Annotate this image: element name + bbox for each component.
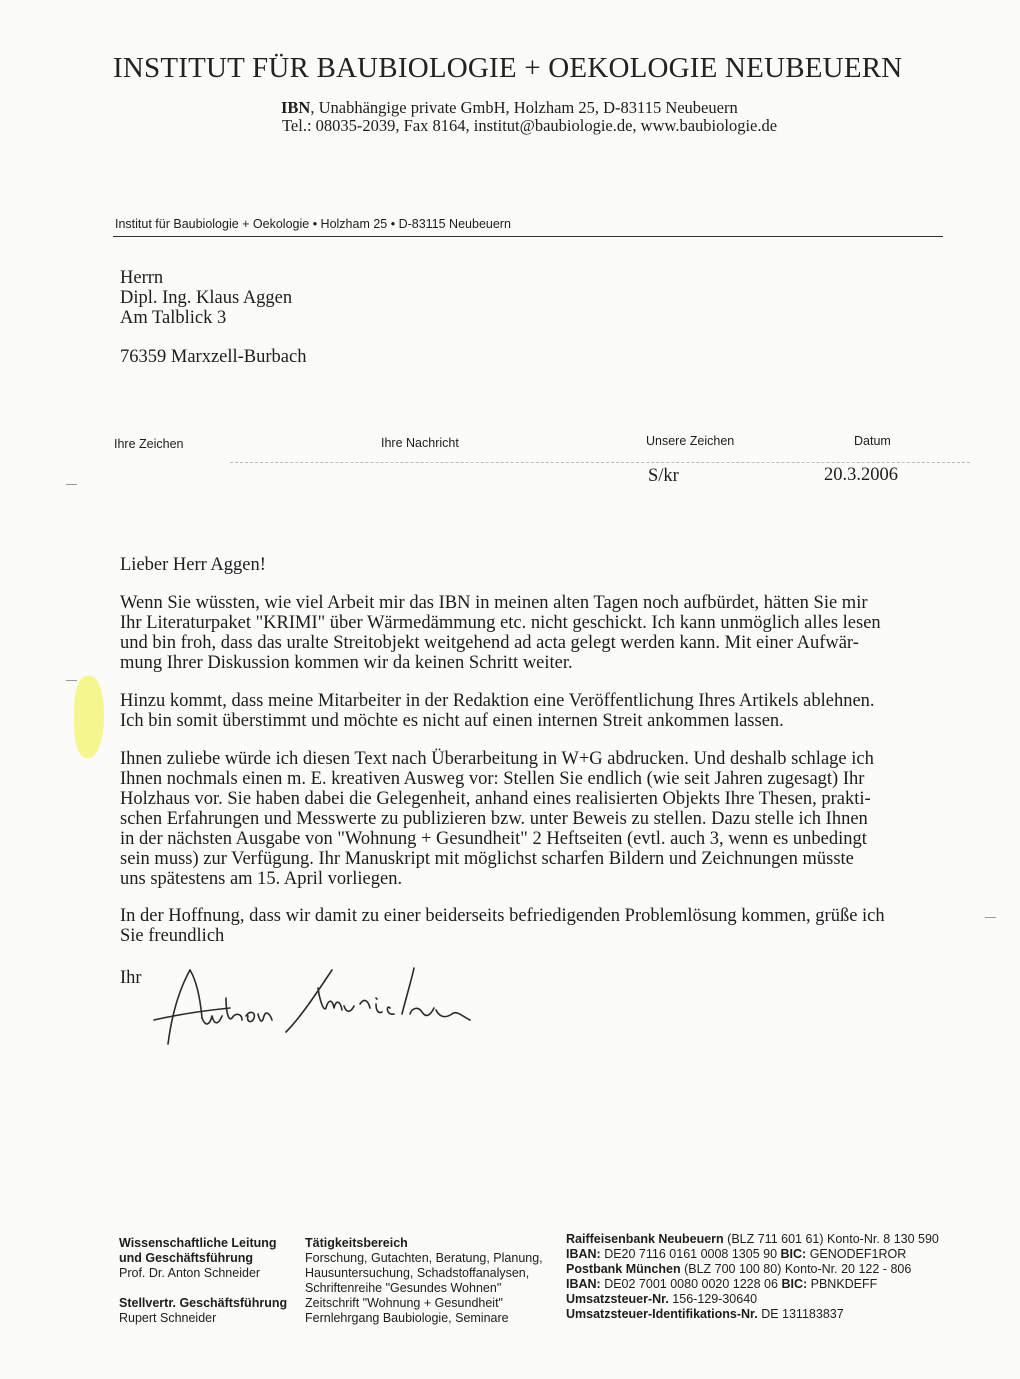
body-line: Ihnen zuliebe würde ich diesen Text nach Überarbeitung in W+G abdrucken. Und deshalb schlage ich <box>120 749 874 769</box>
footer-vat-value: 156-129-30640 <box>668 1292 758 1306</box>
datum-label: Datum <box>854 434 891 448</box>
body-line: Sie freundlich <box>120 926 225 946</box>
footer-iban1-value: DE20 7116 0161 0008 1305 90 <box>600 1247 781 1261</box>
body-line: uns spätestens am 15. April vorliegen. <box>120 869 403 889</box>
body-line: in der nächsten Ausgabe von "Wohnung + Gesundheit" 2 Heftseiten (evtl. auch 3, wenn es unbedingt <box>120 829 867 849</box>
body-line: schen Erfahrungen und Messwerte zu publizieren bzw. unter Beweis zu stellen. Dazu stelle ich Ihnen <box>120 809 868 829</box>
footer-heading-activities: Tätigkeitsbereich <box>305 1236 408 1250</box>
footer-director-name: Prof. Dr. Anton Schneider <box>119 1266 261 1280</box>
punch-mark <box>66 680 77 681</box>
footer-bank1-name: Raiffeisenbank Neubeuern <box>566 1232 724 1246</box>
body-paragraph <box>120 906 965 946</box>
return-address-rule <box>113 236 943 237</box>
recipient-city: 76359 Marxzell-Burbach <box>120 347 307 367</box>
footer-bank1-details: (BLZ 711 601 61) Konto-Nr. 8 130 590 <box>723 1232 939 1246</box>
footer-activity-line: Hausuntersuchung, Schadstoffanalysen, <box>305 1266 530 1280</box>
footer-activity-line: Schriftenreihe "Gesundes Wohnen" <box>305 1281 502 1295</box>
footer-activity-line: Forschung, Gutachten, Beratung, Planung, <box>305 1251 543 1265</box>
footer-deputy-name: Rupert Schneider <box>119 1311 217 1325</box>
body-line: Holzhaus vor. Sie haben dabei die Gelegenheit, anhand eines realisierten Objekts Ihre Thesen, prakti- <box>120 789 871 809</box>
footer-iban1-label: IBAN: <box>566 1247 601 1261</box>
recipient-street: Am Talblick 3 <box>120 308 227 328</box>
body-line: Ihr Literaturpaket "KRIMI" über Wärmedämmung etc. nicht geschickt. Ich kann unmöglich alles lesen <box>120 613 881 633</box>
body-line: In der Hoffnung, dass wir damit zu einer beiderseits befriedigenden Problemlösung kommen, grüße ich <box>120 906 885 926</box>
letter-closing: Ihr <box>120 968 142 988</box>
footer-management <box>119 1236 287 1326</box>
ihre-nachricht-label: Ihre Nachricht <box>381 436 459 450</box>
body-line: sein muss) zur Verfügung. Ihr Manuskript mit möglichst scharfen Bildern und Zeichnungen müsste <box>120 849 854 869</box>
return-address: Institut für Baubiologie + Oekologie • Holzham 25 • D-83115 Neubeuern <box>115 217 511 231</box>
recipient-salutation: Herrn <box>120 268 164 288</box>
ihre-zeichen-label: Ihre Zeichen <box>114 437 184 451</box>
fold-mark-right <box>985 917 996 918</box>
letterhead-company-line <box>281 98 738 118</box>
highlighter-mark <box>74 676 104 758</box>
footer-bic2-label: BIC: <box>781 1277 808 1291</box>
body-line: Ihnen nochmals einen m. E. kreativen Ausweg vor: Stellen Sie endlich (wie seit Jahren zugesagt) Ihr <box>120 769 865 789</box>
body-line: Ich bin somit überstimmt und möchte es nicht auf einen internen Streit ankommen lassen. <box>120 711 784 731</box>
footer-vat-label: Umsatzsteuer-Nr. <box>566 1292 669 1306</box>
footer-iban2-label: IBAN: <box>566 1277 601 1291</box>
body-paragraph <box>120 593 965 673</box>
body-line: mung Ihrer Diskussion kommen wir da keinen Schritt weiter. <box>120 653 573 673</box>
letter-salutation: Lieber Herr Aggen! <box>120 555 266 575</box>
footer-activities <box>305 1236 543 1326</box>
body-paragraph <box>120 749 965 889</box>
body-line: Hinzu kommt, dass meine Mitarbeiter in der Redaktion eine Veröffentlichung Ihres Artikels ablehnen. <box>120 691 875 711</box>
footer-bic2-value: PBNKDEFF <box>807 1277 878 1291</box>
letterhead-abbreviation: IBN <box>281 98 311 117</box>
footer-banking <box>566 1232 939 1322</box>
unsere-zeichen-label: Unsere Zeichen <box>646 434 735 448</box>
footer-heading-deputy: Stellvertr. Geschäftsführung <box>119 1296 288 1310</box>
reference-rule <box>230 462 970 463</box>
footer-vatid-value: DE 131183837 <box>757 1307 844 1321</box>
fold-mark <box>66 484 77 485</box>
body-paragraph <box>120 691 965 731</box>
footer-bank2-name: Postbank München <box>566 1262 681 1276</box>
footer-heading-management-2: und Geschäftsführung <box>119 1251 254 1265</box>
footer-bank2-details: (BLZ 700 100 80) Konto-Nr. 20 122 - 806 <box>680 1262 912 1276</box>
body-line: und bin froh, dass das uralte Streitobjekt weitgehend ad acta gelegt werden kann. Mit einer Aufwär- <box>120 633 859 653</box>
footer-activity-line: Fernlehrgang Baubiologie, Seminare <box>305 1311 509 1325</box>
footer-bic1-value: GENODEF1ROR <box>806 1247 907 1261</box>
handwritten-signature <box>150 958 490 1050</box>
letterhead-company-details: , Unabhängige private GmbH, Holzham 25, D-83115 Neubeuern <box>310 98 738 117</box>
footer-bic1-label: BIC: <box>780 1247 807 1261</box>
footer-iban2-value: DE02 7001 0080 0020 1228 06 <box>600 1277 782 1291</box>
letterhead-contact-line: Tel.: 08035-2039, Fax 8164, institut@baubiologie.de, www.baubiologie.de <box>282 116 778 135</box>
recipient-name: Dipl. Ing. Klaus Aggen <box>120 288 293 308</box>
unsere-zeichen-value: S/kr <box>648 466 679 486</box>
body-line: Wenn Sie wüssten, wie viel Arbeit mir das IBN in meinen alten Tagen noch aufbürdet, hätten Sie mir <box>120 593 868 613</box>
letterhead-org-name: INSTITUT FÜR BAUBIOLOGIE + OEKOLOGIE NEUBEUERN <box>113 52 903 84</box>
datum-value: 20.3.2006 <box>824 465 898 485</box>
footer-vatid-label: Umsatzsteuer-Identifikations-Nr. <box>566 1307 758 1321</box>
footer-activity-line: Zeitschrift "Wohnung + Gesundheit" <box>305 1296 503 1310</box>
footer-heading-management: Wissenschaftliche Leitung <box>119 1236 277 1250</box>
